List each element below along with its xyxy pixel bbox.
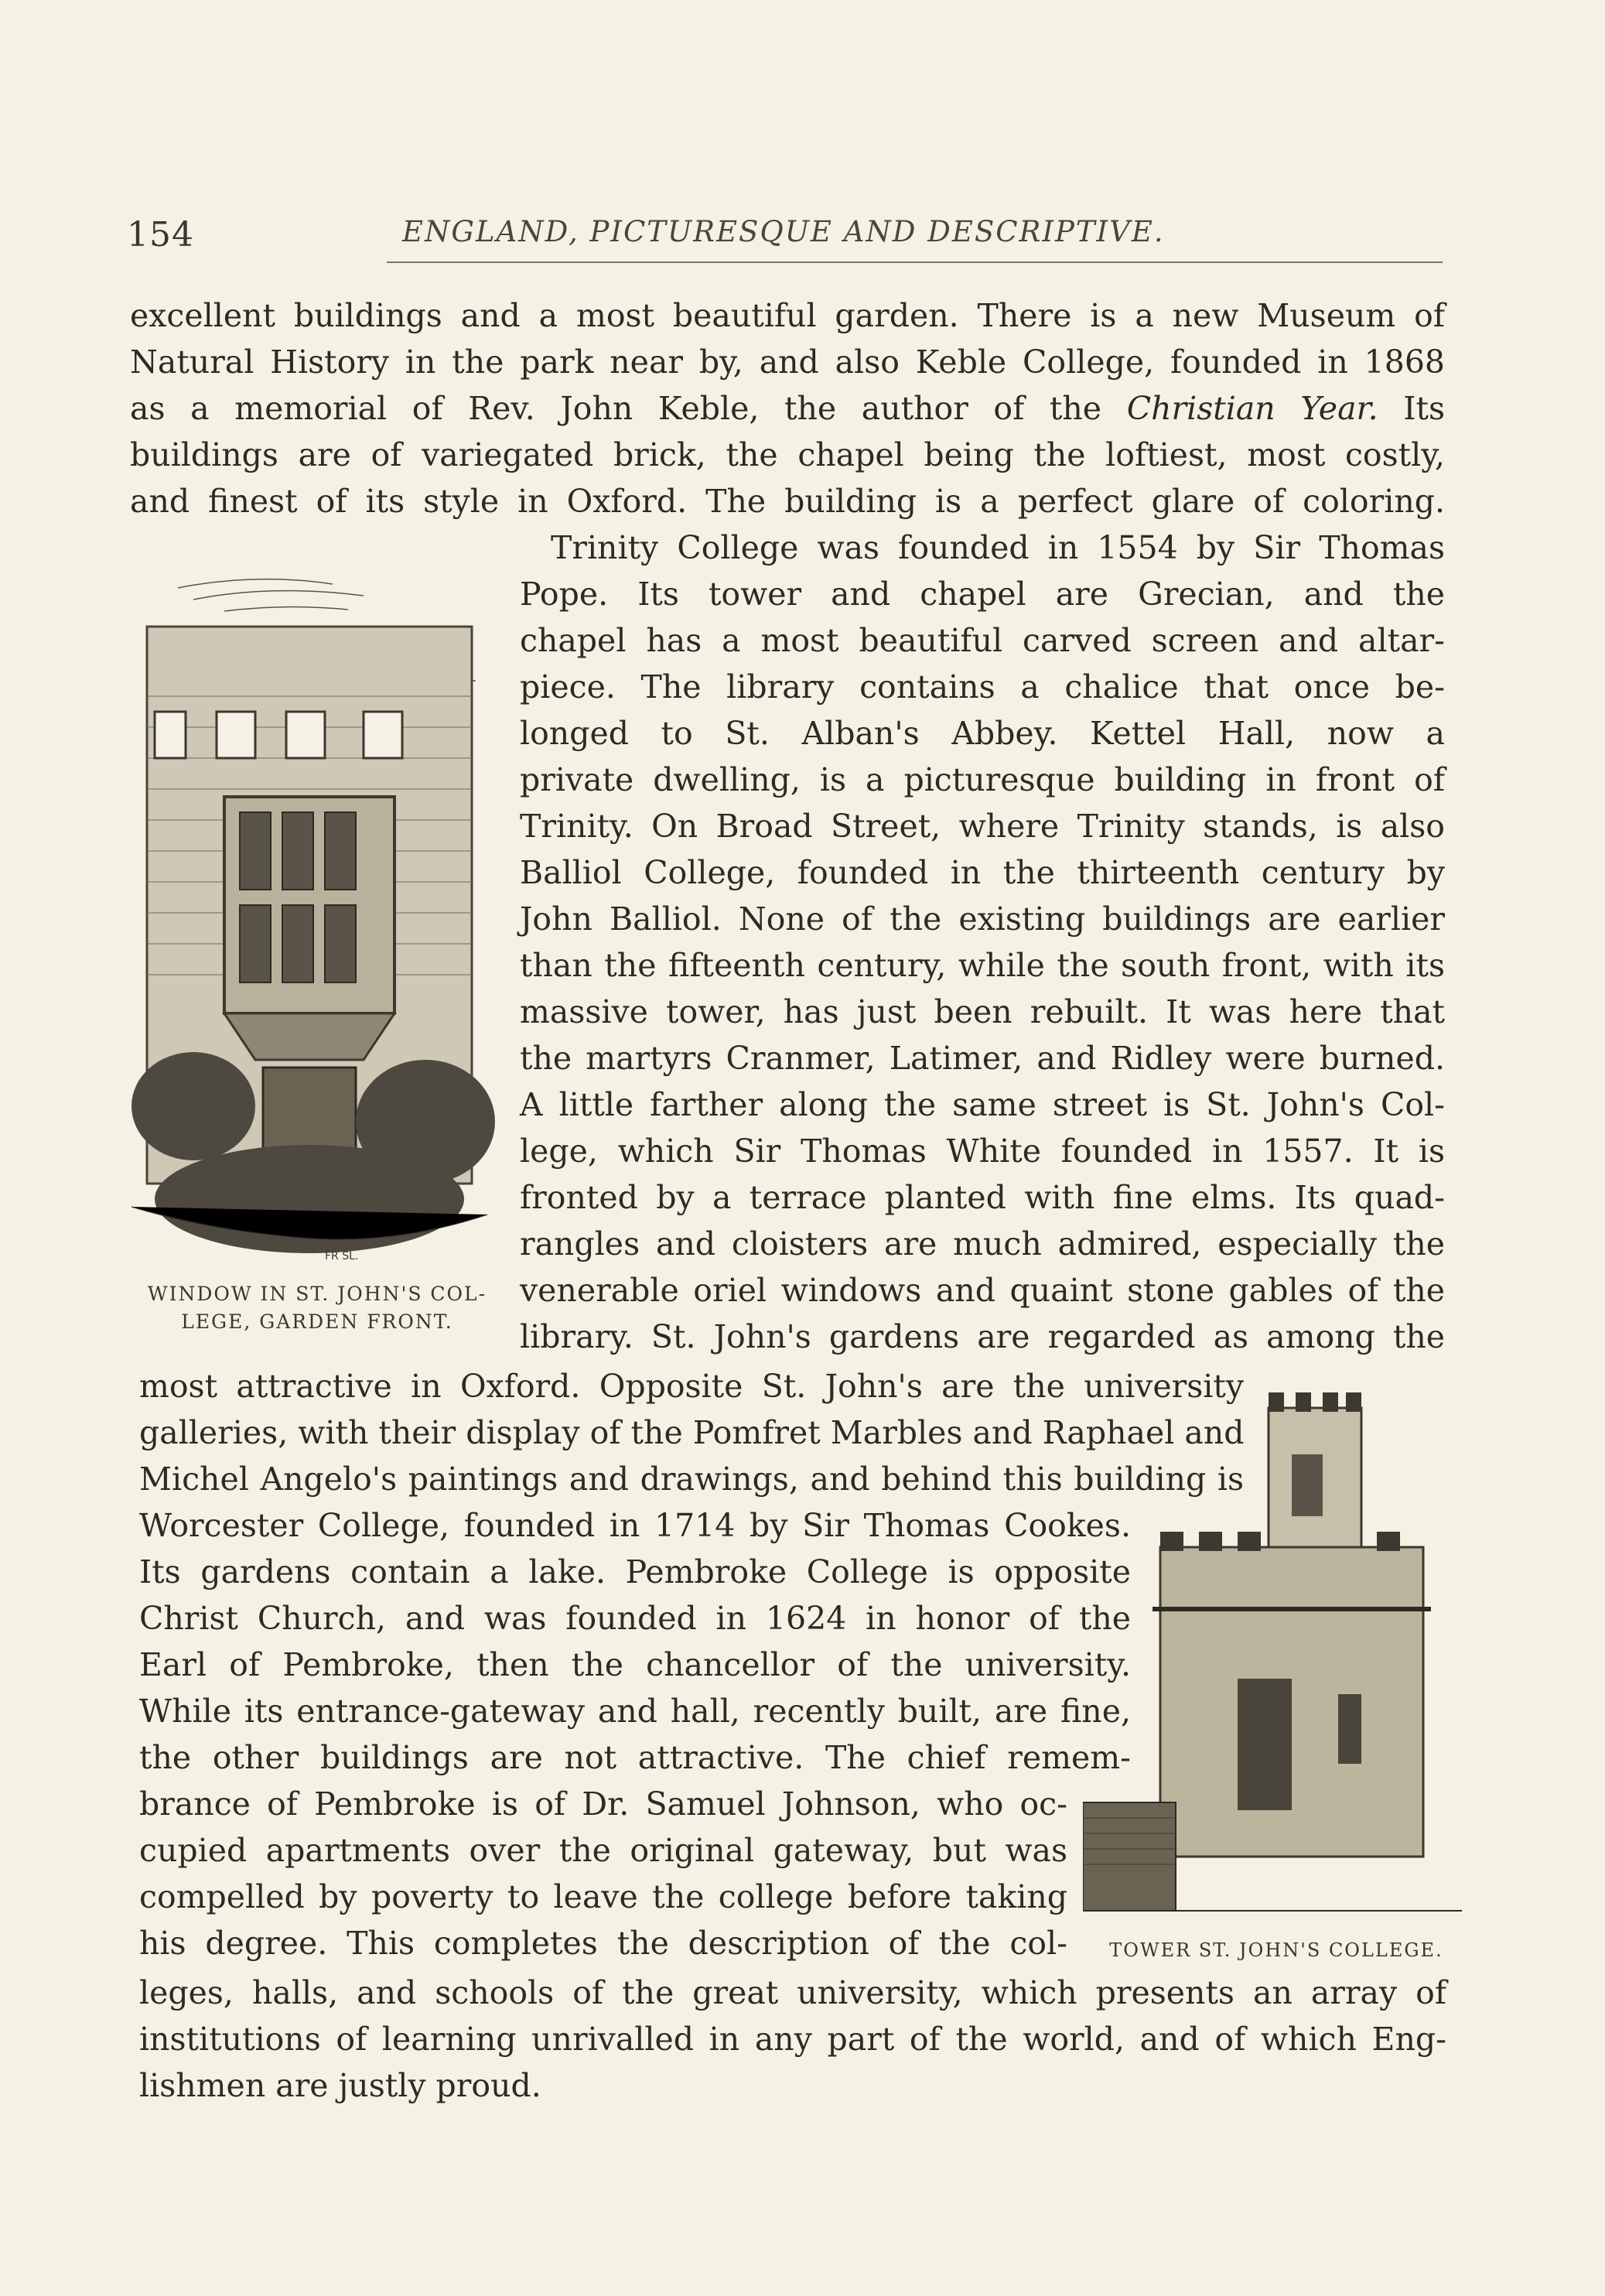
body-line: rangles and cloisters are much admired, especially the xyxy=(520,1225,1445,1262)
body-line: longed to St. Alban's Abbey. Kettel Hall, now a xyxy=(520,715,1445,752)
body-line: institutions of learning unrivalled in any part of the world, and of which Eng- xyxy=(139,2021,1446,2058)
body-line: Pope. Its tower and chapel are Grecian, and the xyxy=(520,576,1445,613)
body-line: chapel has a most beautiful carved screen and altar- xyxy=(520,622,1445,659)
body-line: Michel Angelo's paintings and drawings, and behind this building is xyxy=(139,1461,1244,1498)
body-line: Worcester College, founded in 1714 by Sir Thomas Cookes. xyxy=(139,1507,1131,1544)
body-line: Trinity College was founded in 1554 by Sir Thomas xyxy=(551,529,1445,566)
body-line: buildings are of variegated brick, the chapel being the loftiest, most costly, xyxy=(130,436,1445,473)
body-line: compelled by poverty to leave the college before taking xyxy=(139,1878,1067,1915)
window-engraving xyxy=(131,565,503,1269)
body-line: private dwelling, is a picturesque building in front of xyxy=(520,761,1445,798)
body-line: Balliol College, founded in the thirteenth century by xyxy=(520,854,1445,891)
line-text: as a memorial of Rev. John Keble, the author of the xyxy=(130,390,1127,427)
body-line: Natural History in the park near by, and also Keble College, founded in 1868 xyxy=(130,343,1445,381)
body-line: massive tower, has just been rebuilt. It was here that xyxy=(520,993,1445,1030)
body-line: his degree. This completes the description of the col- xyxy=(139,1925,1067,1962)
running-head: ENGLAND, PICTURESQUE AND DESCRIPTIVE. xyxy=(402,215,1165,248)
body-line: leges, halls, and schools of the great university, which presents an array of xyxy=(139,1974,1446,2011)
tower-engraving xyxy=(1083,1369,1462,1926)
body-line: fronted by a terrace planted with fine elms. Its quad- xyxy=(520,1179,1445,1216)
body-line: most attractive in Oxford. Opposite St. John's are the university xyxy=(139,1368,1244,1405)
body-line: A little farther along the same street is St. John's Col- xyxy=(520,1086,1445,1123)
window-caption-line2: LEGE, GARDEN FRONT. xyxy=(181,1310,453,1333)
body-line: lishmen are justly proud. xyxy=(139,2067,541,2104)
body-line: lege, which Sir Thomas White founded in 1557. It is xyxy=(520,1133,1445,1170)
body-line: cupied apartments over the original gateway, but was xyxy=(139,1832,1067,1869)
engraver-signature: FR SL. xyxy=(325,1250,359,1262)
body-line: and finest of its style in Oxford. The building is a perfect glare of coloring. xyxy=(130,483,1445,520)
body-line: than the fifteenth century, while the south front, with its xyxy=(520,947,1445,984)
body-line: brance of Pembroke is of Dr. Samuel Johnson, who oc- xyxy=(139,1785,1067,1823)
window-caption-line1: WINDOW IN ST. JOHN'S COL- xyxy=(147,1283,487,1305)
body-line: excellent buildings and a most beautiful garden. There is a new Museum of xyxy=(130,297,1445,334)
body-line: Trinity. On Broad Street, where Trinity stands, is also xyxy=(520,808,1445,845)
body-line: library. St. John's gardens are regarded as among the xyxy=(520,1318,1445,1355)
body-line: Christ Church, and was founded in 1624 in honor of the xyxy=(139,1600,1131,1637)
body-line: piece. The library contains a chalice that once be- xyxy=(520,668,1445,706)
line-text: Its xyxy=(1378,390,1445,427)
body-line: While its entrance-gateway and hall, recently built, are fine, xyxy=(139,1693,1131,1730)
body-line: Earl of Pembroke, then the chancellor of the university. xyxy=(139,1646,1131,1683)
window-caption xyxy=(116,1280,518,1336)
body-line: galleries, with their display of the Pomfret Marbles and Raphael and xyxy=(139,1414,1245,1451)
body-line: John Balliol. None of the existing buildings are earlier xyxy=(520,900,1445,938)
tower-caption: TOWER ST. JOHN'S COLLEGE. xyxy=(1109,1939,1443,1961)
body-line: Its gardens contain a lake. Pembroke College is opposite xyxy=(139,1553,1131,1590)
body-line xyxy=(130,385,1445,432)
body-line: the other buildings are not attractive. The chief remem- xyxy=(139,1739,1131,1776)
body-line: venerable oriel windows and quaint stone gables of the xyxy=(520,1272,1445,1309)
body-line: the martyrs Cranmer, Latimer, and Ridley were burned. xyxy=(520,1040,1445,1077)
page-number: 154 xyxy=(127,215,194,255)
book-title: Christian Year. xyxy=(1126,390,1378,427)
